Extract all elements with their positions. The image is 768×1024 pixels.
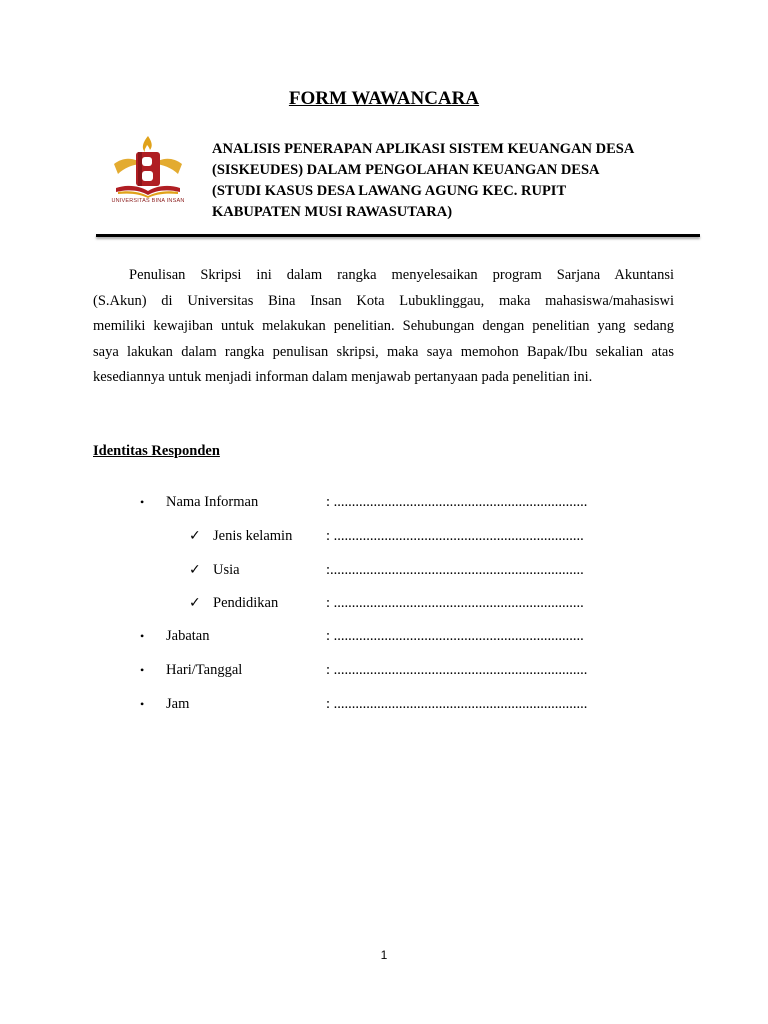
research-title-line: (STUDI KASUS DESA LAWANG AGUNG KEC. RUPIT	[212, 183, 567, 199]
bullet-icon: •	[140, 629, 145, 643]
field-label: Nama Informan	[166, 494, 259, 510]
paragraph-line: kesediannya untuk menjadi informan dalam menjawab pertanyaan pada penelitian ini.	[93, 369, 593, 385]
paragraph-line: Penulisan Skripsi ini dalam rangka menyelesaikan program Sarjana Akuntansi	[129, 267, 674, 283]
research-title-line: (SISKEUDES) DALAM PENGOLAHAN KEUANGAN DESA	[212, 162, 600, 178]
section-title: Identitas Responden	[93, 443, 220, 459]
field-label: Hari/Tanggal	[166, 662, 243, 678]
field-blank: :......................................................................	[326, 562, 584, 578]
intro-paragraph	[93, 263, 674, 391]
form-title: FORM WAWANCARA	[288, 88, 480, 109]
research-title-line: KABUPATEN MUSI RAWASUTARA)	[212, 204, 453, 220]
paragraph-line: (S.Akun) di Universitas Bina Insan Kota Lubuklinggau, maka mahasiswa/mahasiswi	[93, 292, 674, 309]
bullet-icon: •	[140, 495, 145, 509]
bullet-icon: •	[140, 697, 145, 711]
paragraph-line: memiliki kewajiban untuk melakukan penelitian. Sehubungan dengan penelitian yang sedang	[93, 318, 674, 334]
field-label: Jam	[166, 696, 190, 712]
header-divider	[96, 234, 700, 237]
checkmark-icon: ✓	[189, 528, 201, 544]
field-label: Jenis kelamin	[213, 528, 293, 544]
research-title	[212, 139, 682, 223]
field-label: Pendidikan	[213, 595, 279, 611]
paragraph-line: saya lakukan dalam rangka penulisan skripsi, maka saya memohon Bapak/Ibu sekalian atas	[93, 343, 674, 360]
page-number: 1	[380, 948, 388, 962]
field-blank: : .....................................................................	[326, 595, 584, 611]
field-label: Jabatan	[166, 628, 210, 644]
checkmark-icon: ✓	[189, 562, 201, 578]
research-title-line: ANALISIS PENERAPAN APLIKASI SISTEM KEUANGAN DESA	[212, 141, 635, 157]
field-blank: : .....................................................................	[326, 628, 584, 644]
field-blank: : .....................................................................	[326, 528, 584, 544]
field-label: Usia	[213, 562, 240, 578]
logo-caption: UNIVERSITAS BINA INSAN	[111, 198, 185, 204]
checkmark-icon: ✓	[189, 595, 201, 611]
field-blank: : ......................................................................	[326, 662, 588, 678]
field-blank: : ......................................................................	[326, 696, 588, 712]
field-blank: : ......................................................................	[326, 494, 588, 510]
bullet-icon: •	[140, 663, 145, 677]
